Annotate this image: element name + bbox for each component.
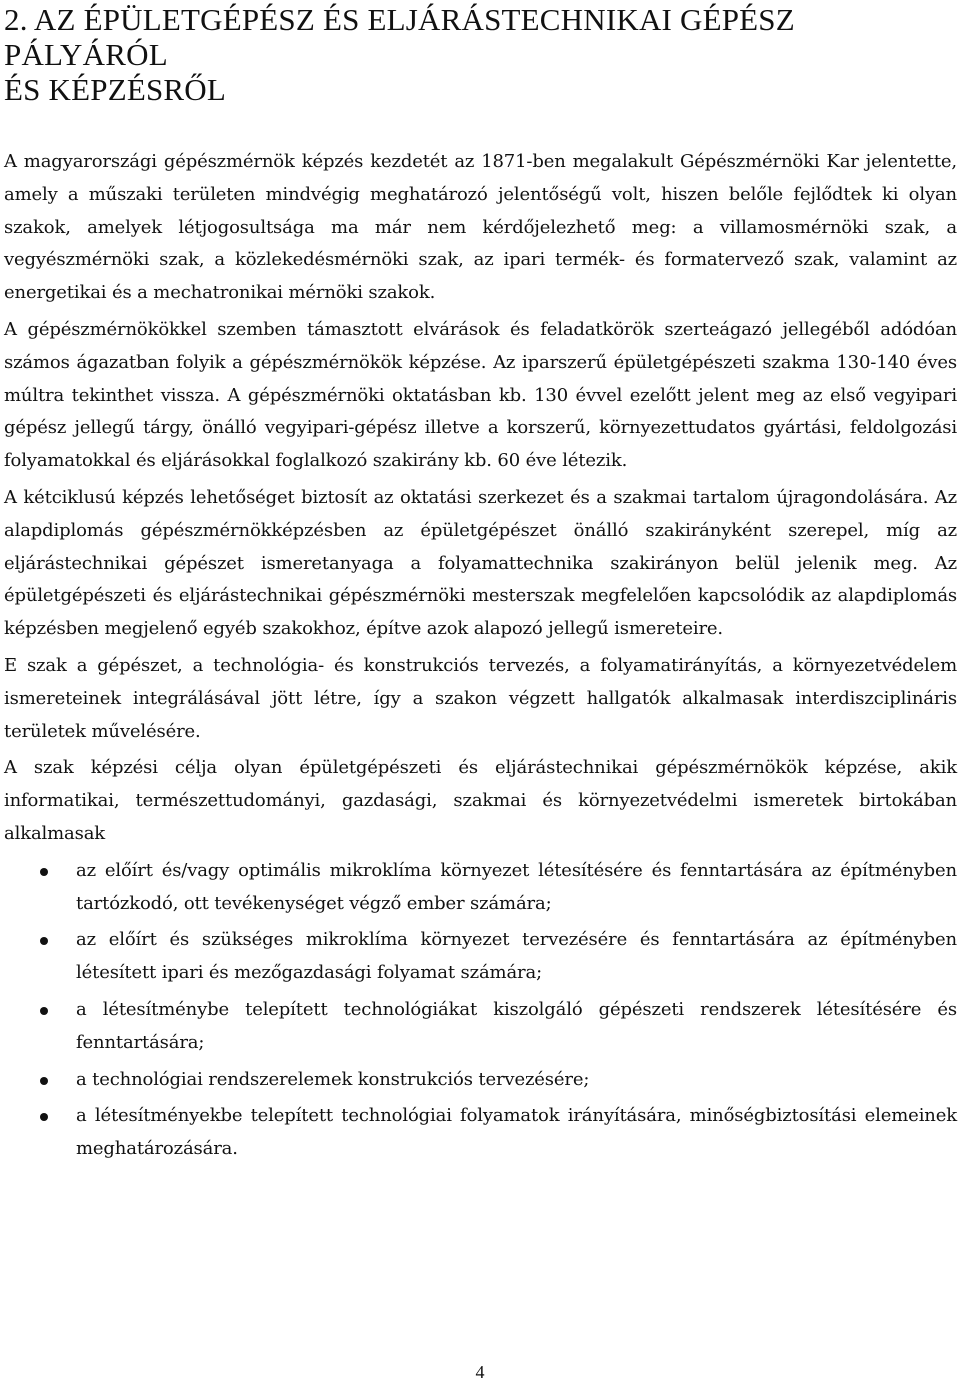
list-item	[4, 855, 957, 921]
bullet-icon	[40, 1077, 48, 1085]
list-item	[4, 1100, 957, 1166]
list-item-text: a technológiai rendszerelemek konstrukciós tervezésére;	[76, 1068, 590, 1090]
list-item-text: az előírt és/vagy optimális mikroklíma környezet létesítésére és fenntartására az építményben tartózkodó, ott tevékenységet végző ember számára;	[76, 859, 957, 914]
section-heading-line-2: ÉS KÉPZÉSRŐL	[4, 72, 227, 107]
paragraph-two-cycle-training: A kétciklusú képzés lehetőséget biztosít az oktatási szerkezet és a szakmai tartalom újragondolására. Az alapdiplomás gépészmérnökképzésben az épületgépészet önálló szakirányként szerepel, míg az eljárástechnikai gépészet ismeretanyaga a folyamattechnika szakirányon belül jelenik meg. Az épületgépészeti és eljárástechnikai gépészmérnöki mesterszak megfelelően kapcsolódik az alapdiplomás képzésben megjelenő egyéb szakokhoz, építve azok alapozó jellegű ismereteire.	[4, 486, 957, 640]
competency-list	[4, 855, 957, 1166]
body-text	[4, 146, 957, 1166]
paragraph-integration: E szak a gépészet, a technológia- és konstrukciós tervezés, a folyamatirányítás, a környezetvédelem ismereteinek integrálásával jött létre, így a szakon végzett hallgatók alkalmasak interdiszciplináris területek művelésére.	[4, 654, 957, 742]
paragraph-history: A magyarországi gépészmérnök képzés kezdetét az 1871-ben megalakult Gépészmérnöki Kar jelentette, amely a műszaki területen mindvégig meghatározó jelentőségű volt, hiszen belőle fejlődtek ki olyan szakok, amelyek létjogosultsága ma már nem kérdőjelezhető meg: a villamosmérnöki szak, a vegyészmérnöki szak, a közlekedésmérnöki szak, az ipari termék- és formatervező szak, valamint az energetikai és a mechatronikai mérnöki szakok.	[4, 151, 957, 304]
list-item	[4, 1064, 957, 1097]
paragraph-training-goal: A szak képzési célja olyan épületgépészeti és eljárástechnikai gépészmérnökök képzése, akik informatikai, természettudományi, gazdasági, szakmai és környezetvédelmi ismeretek birtokában alkalmasak	[4, 757, 957, 844]
bullet-icon	[40, 1113, 48, 1121]
section-heading-line-1: 2. AZ ÉPÜLETGÉPÉSZ ÉS ELJÁRÁSTECHNIKAI GÉPÉSZ PÁLYÁRÓL	[4, 2, 795, 72]
list-item-text: a létesítményekbe telepített technológiai folyamatok irányítására, minőségbiztosítási elemeinek meghatározására.	[76, 1105, 957, 1160]
document-page	[4, 0, 957, 1170]
bullet-icon	[40, 937, 48, 945]
bullet-icon	[40, 1007, 48, 1015]
page-number: 4	[475, 1362, 485, 1382]
paragraph-sectors: A gépészmérnökökkel szemben támasztott elvárások és feladatkörök szerteágazó jellegéből adódóan számos ágazatban folyik a gépészmérnökök képzése. Az iparszerű épületgépészeti szakma 130-140 éves múltra tekinthet vissza. A gépészmérnöki oktatásban kb. 130 évvel ezelőtt jelent meg az első vegyipari gépész jellegű tárgy, önálló vegyipari-gépész illetve a korszerű, környezettudatos gyártási, feldolgozási folyamatokkal és eljárásokkal foglalkozó szakirány kb. 60 éve létezik.	[4, 318, 957, 472]
section-heading	[4, 0, 957, 107]
bullet-icon	[40, 868, 48, 876]
list-item	[4, 924, 957, 990]
list-item	[4, 994, 957, 1060]
list-item-text: a létesítménybe telepített technológiákat kiszolgáló gépészeti rendszerek létesítésére és fenntartására;	[76, 998, 957, 1053]
list-item-text: az előírt és szükséges mikroklíma környezet tervezésére és fenntartására az építményben létesített ipari és mezőgazdasági folyamat számára;	[76, 929, 957, 984]
